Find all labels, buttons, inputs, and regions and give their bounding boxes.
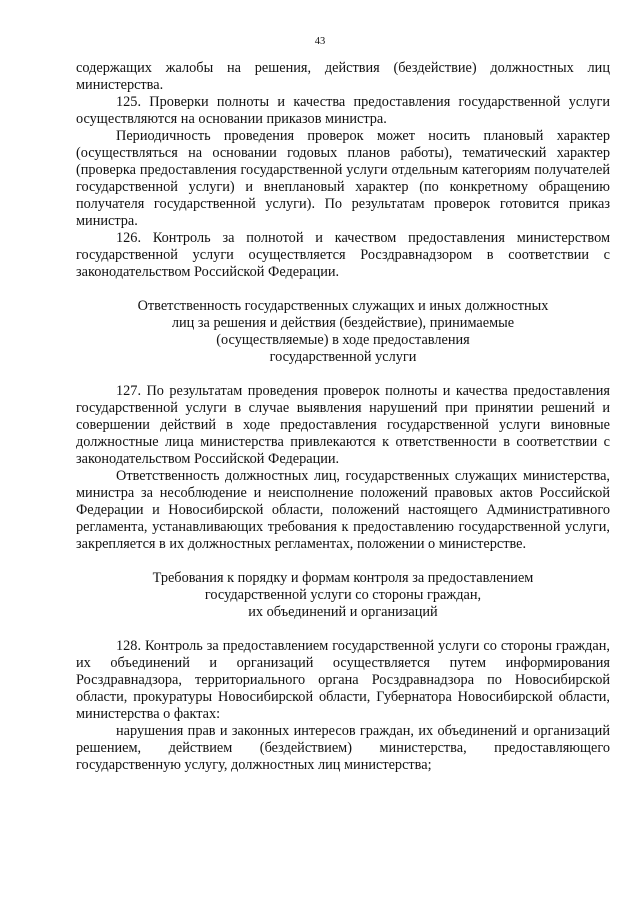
paragraph-125: 125. Проверки полноты и качества предоставления государственной услуги осуществляются на основании приказов министра. <box>76 94 610 127</box>
heading-line: государственной услуги со стороны граждан, <box>204 587 482 603</box>
document-body <box>76 60 610 774</box>
paragraph-violations: нарушения прав и законных интересов граждан, их объединений и организаций решением, действием (бездействием) министерства, предоставляющего государственную услугу, должностных лиц министерства; <box>76 723 610 773</box>
heading-line: (осуществляемые) в ходе предоставления <box>216 332 470 348</box>
section-heading-responsibility <box>76 298 610 366</box>
heading-line: Ответственность государственных служащих и иных должностных <box>137 298 549 314</box>
paragraph-periodicity: Периодичность проведения проверок может носить плановый характер (осуществляться на основании годовых планов работы), тематический характер (проверка предоставления государственной услуги отдельным категориям получателей государственной услуги) и внеплановый характер (по конкретному обращению получателя государственной услуги). По результатам проверок готовится приказ министра. <box>76 128 610 229</box>
heading-line: государственной услуги <box>269 349 417 365</box>
spacer <box>76 621 610 638</box>
spacer <box>76 281 610 298</box>
page-number: 43 <box>314 36 326 47</box>
paragraph-continuation: содержащих жалобы на решения, действия (бездействие) должностных лиц министерства. <box>76 60 610 93</box>
spacer <box>76 553 610 570</box>
paragraph-responsibility: Ответственность должностных лиц, государственных служащих министерства, министра за несоблюдение и неисполнение положений правовых актов Российской Федерации и Новосибирской области, положений настоящего Административного регламента, устанавливающих требования к предоставлению государственной услуги, закрепляется в их должностных регламентах, положении о министерстве. <box>76 468 610 552</box>
heading-line: их объединений и организаций <box>248 604 438 620</box>
heading-line: Требования к порядку и формам контроля за предоставлением <box>152 570 534 586</box>
paragraph-127: 127. По результатам проведения проверок полноты и качества предоставления государственной услуги в случае выявления нарушений при принятии решений и совершении действий в ходе предоставления государственной услуги виновные должностные лица министерства привлекаются к ответственности в соответствии с законодательством Российской Федерации. <box>76 383 610 467</box>
section-heading-control-requirements <box>76 570 610 621</box>
paragraph-128: 128. Контроль за предоставлением государственной услуги со стороны граждан, их объединений и организаций осуществляется путем информирования Росздравнадзора, территориального органа Росздравнадзора по Новосибирской области, прокуратуры Новосибирской области, Губернатора Новосибирской области, министерства о фактах: <box>76 638 610 722</box>
spacer <box>76 366 610 383</box>
paragraph-126: 126. Контроль за полнотой и качеством предоставления министерством государственной услуги осуществляется Росздравнадзором в соответствии с законодательством Российской Федерации. <box>76 230 610 280</box>
heading-line: лиц за решения и действия (бездействие), принимаемые <box>171 315 515 331</box>
